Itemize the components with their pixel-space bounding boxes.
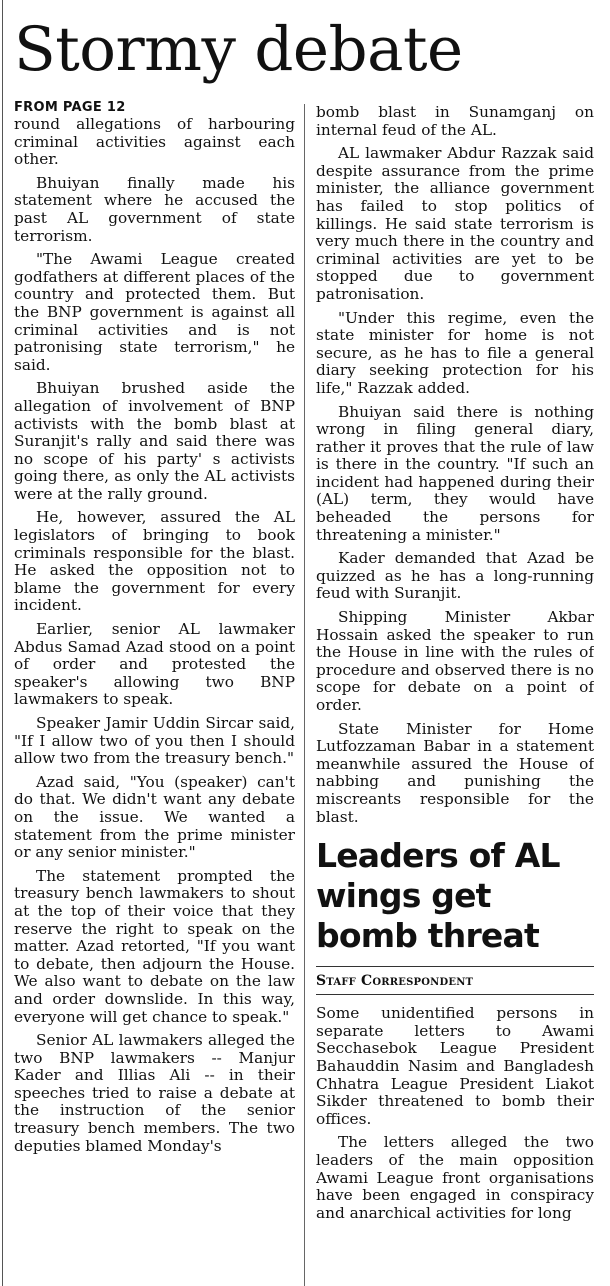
paragraph: Shipping Minister Akbar Hossain asked the speaker to run the House in line with the rules of procedure and observed there is no scope for debate on a point of order. — [316, 608, 594, 714]
paragraph: He, however, assured the AL legislators of bringing to book criminals responsible for the blast. He asked the opposition not to blame the government for every incident. — [14, 508, 295, 615]
paragraph: "The Awami League created godfathers at different places of the country and protected them. But the BNP government is against all criminal activities and is not patronising state terrorism," he said. — [14, 250, 295, 374]
paragraph: The letters alleged the two leaders of the main opposition Awami League front organisations have been engaged in conspiracy and anarchical activities for long — [316, 1133, 594, 1222]
byline: Staff Correspondent — [316, 966, 594, 995]
paragraph: "Under this regime, even the state minister for home is not secure, as he has to file a general diary seeking protection for his life," Razzak added. — [316, 308, 594, 397]
paragraph: Azad said, "You (speaker) can't do that. We didn't want any debate on the issue. We wanted a statement from the prime minister or any senior minister." — [14, 772, 295, 862]
paragraph: Bhuiyan brushed aside the allegation of involvement of BNP activists with the bomb blast at Suranjit's rally and said there was no scope of his party' s activists going there, as only the AL activists were at the rally ground. — [14, 379, 295, 503]
paragraph: Bhuiyan finally made his statement where he accused the past AL government of state terrorism. — [14, 173, 295, 245]
column-divider — [304, 104, 305, 1286]
paragraph: Some unidentified persons in separate letters to Awami Secchasebok League President Bahauddin Nasim and Bangladesh Chhatra League President Liakot Sikder threatened to bomb their offices. — [316, 1004, 594, 1128]
paragraph: State Minister for Home Lutfozzaman Babar in a statement meanwhile assured the House of nabbing and punishing the miscreants responsible for the blast. — [316, 719, 594, 826]
paragraph: round allegations of harbouring criminal activities against each other. — [14, 115, 295, 169]
page-left-rule — [2, 0, 3, 1286]
second-headline: Leaders of AL wings get bomb threat — [316, 836, 560, 956]
paragraph: Earlier, senior AL lawmaker Abdus Samad Azad stood on a point of order and protested the speaker's allowing two BNP lawmakers to speak. — [14, 620, 295, 709]
article-column-2 — [316, 104, 594, 1286]
continued-from-label: FROM PAGE 12 — [14, 100, 126, 115]
article-column-1 — [14, 100, 295, 1286]
paragraph: AL lawmaker Abdur Razzak said despite assurance from the prime minister, the alliance government has failed to stop politics of killings. He said state terrorism is very much there in the country and criminal activities are yet to be stopped due to government patronisation. — [316, 144, 594, 303]
paragraph: bomb blast in Sunamganj on internal feud of the AL. — [316, 104, 594, 139]
paragraph: Senior AL lawmakers alleged the two BNP lawmakers -- Manjur Kader and Illias Ali -- in their speeches tried to raise a debate at the instruction of the senior treasury bench members. The two deputies blamed Monday's — [14, 1031, 295, 1155]
paragraph: Speaker Jamir Uddin Sircar said, "If I allow two of you then I should allow two from the treasury bench." — [14, 714, 295, 768]
headline: Stormy debate — [14, 14, 463, 85]
paragraph: The statement prompted the treasury bench lawmakers to shout at the top of their voice that they reserve the right to speak on the matter. Azad retorted, "If you want to debate, then adjourn the House. We also want to debate on the law and order downslide. In this way, everyone will get chance to speak." — [14, 866, 295, 1026]
paragraph: Bhuiyan said there is nothing wrong in filing general diary, rather it proves that the rule of law is there in the country. "If such an incident had happened during their (AL) term, they would have beheaded the persons for threatening a minister." — [316, 402, 594, 544]
paragraph: Kader demanded that Azad be quizzed as he has a long-running feud with Suranjit. — [316, 549, 594, 603]
